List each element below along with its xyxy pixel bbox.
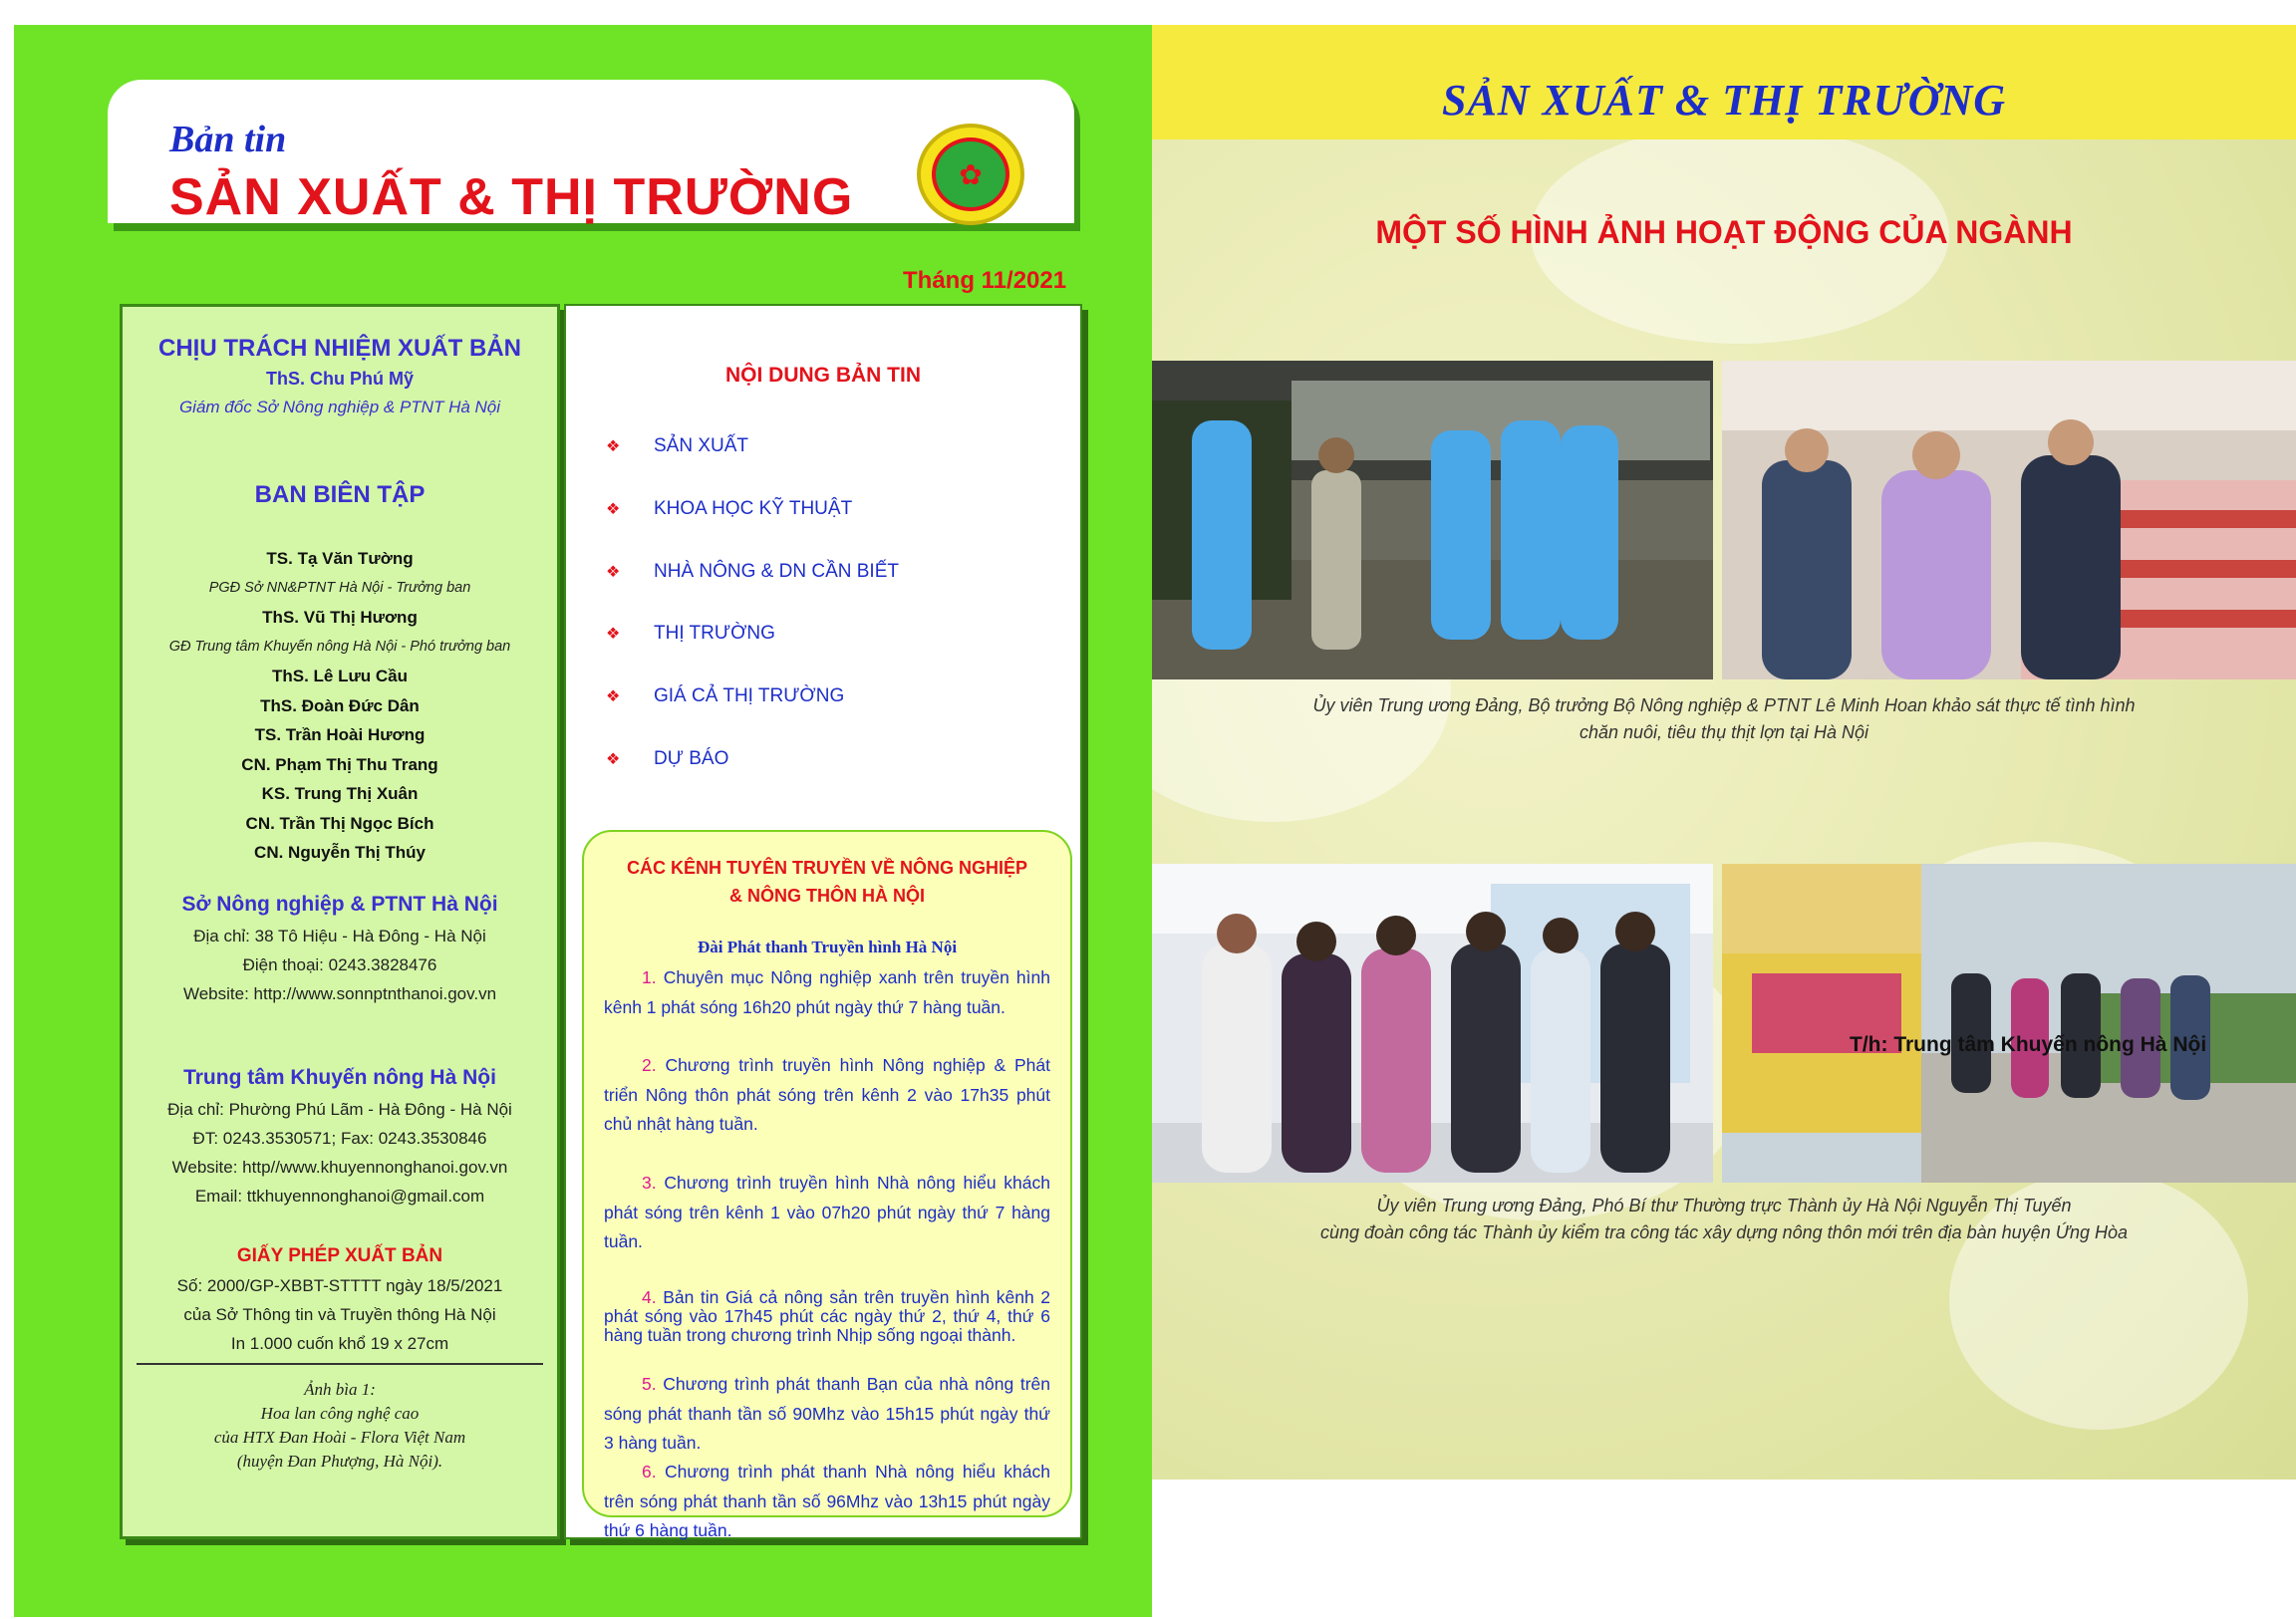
photo-caption-2: Ủy viên Trung ương Đảng, Phó Bí thư Thường trực Thành ủy Hà Nội Nguyễn Thị Tuyến cùng đoàn công tác Thành ủy kiểm tra công tác xây dựng nông thôn mới trên địa bàn huyện Ứng Hòa bbox=[1319, 1196, 2129, 1242]
diamond-bullet-icon: ❖ bbox=[606, 751, 621, 768]
cover-line-3: (huyện Đan Phượng, Hà Nội). bbox=[236, 1452, 443, 1471]
toc-item: ❖ SẢN XUẤT bbox=[606, 435, 749, 456]
dept-address: Địa chỉ: 38 Tô Hiệu - Hà Đông - Hà Nội bbox=[193, 927, 486, 945]
channels-title: CÁC KÊNH TUYÊN TRUYỀN VỀ NÔNG NGHIỆP & NÔNG THÔN HÀ NỘI bbox=[626, 858, 1028, 906]
cover-line-1: Hoa lan công nghệ cao bbox=[260, 1404, 420, 1423]
editor-name: CN. Trần Thị Ngọc Bích bbox=[245, 813, 434, 833]
toc-item: ❖ KHOA HỌC KỸ THUẬT bbox=[606, 498, 853, 519]
channel-item: 3. Chương trình truyền hình Nhà nông hiểu khách phát sóng trên kênh 1 vào 07h20 phút ngày thứ 7 hàng tuần. bbox=[604, 1173, 1050, 1251]
center-website: Website: http//www.khuyennonghanoi.gov.vn bbox=[171, 1158, 508, 1177]
issue-date: Tháng 11/2021 bbox=[903, 267, 1067, 294]
photo-supermarket-visit bbox=[1722, 361, 2296, 679]
editorial-heading: BAN BIÊN TẬP bbox=[254, 481, 426, 508]
dept-website: Website: http://www.sonnptnthanoi.gov.vn bbox=[182, 984, 497, 1003]
diamond-bullet-icon: ❖ bbox=[606, 564, 621, 581]
channel-item: 1. Chuyên mục Nông nghiệp xanh trên truyền hình kênh 1 phát sóng 16h20 phút ngày thứ 7 hàng tuần. bbox=[604, 967, 1050, 1017]
channels-subtitle: Đài Phát thanh Truyền hình Hà Nội bbox=[697, 938, 958, 956]
toc-item: ❖ DỰ BÁO bbox=[606, 748, 729, 769]
responsible-name: ThS. Chu Phú Mỹ bbox=[266, 369, 414, 389]
responsible-role: Giám đốc Sở Nông nghiệp & PTNT Hà Nội bbox=[178, 398, 501, 416]
editorial-list bbox=[123, 544, 557, 868]
channel-item: 5. Chương trình phát thanh Bạn của nhà nông trên sóng phát thanh tần số 90Mhz vào 15h15 phút ngày thứ 3 hàng tuần. bbox=[604, 1374, 1050, 1453]
photo-caption-1: Ủy viên Trung ương Đảng, Bộ trưởng Bộ Nông nghiệp & PTNT Lê Minh Hoan khảo sát thực tế tình hình chăn nuôi, tiêu thụ thịt lợn tại Hà Nội bbox=[1312, 695, 2136, 742]
channel-item: 2. Chương trình truyền hình Nông nghiệp & Phát triển Nông thôn phát sóng trên kênh 2 vào 17h35 phút chủ nhật hàng tuần. bbox=[604, 1055, 1050, 1134]
masthead-small-title: Bản tin bbox=[169, 119, 287, 160]
photo-farm-inspection bbox=[1152, 361, 1713, 679]
credits-panel bbox=[120, 304, 560, 1539]
photo-rural-road-visit bbox=[1722, 864, 2296, 1183]
editor-name: TS. Trần Hoài Hương bbox=[254, 725, 426, 744]
print-info: In 1.000 cuốn khổ 19 x 27cm bbox=[230, 1334, 449, 1353]
editor-name: ThS. Vũ Thị Hương bbox=[262, 608, 418, 627]
dept-phone: Điện thoại: 0243.3828476 bbox=[242, 955, 437, 974]
masthead-title: SẢN XUẤT & THỊ TRƯỜNG bbox=[169, 168, 854, 226]
license-number: Số: 2000/GP-XBBT-STTTT ngày 18/5/2021 bbox=[176, 1276, 503, 1295]
editor-name: CN. Nguyễn Thị Thúy bbox=[254, 843, 426, 862]
center-heading: Trung tâm Khuyến nông Hà Nội bbox=[183, 1066, 496, 1089]
channel-item: 4. Bản tin Giá cả nông sản trên truyền hình kênh 2 phát sóng vào 17h45 phút các ngày thứ 2, thứ 4, thứ 6 hàng tuần trong chương trình Nhịp sống ngoại thành. bbox=[604, 1287, 1050, 1345]
toc-item: ❖ GIÁ CẢ THỊ TRƯỜNG bbox=[606, 685, 845, 706]
diamond-bullet-icon: ❖ bbox=[606, 688, 621, 705]
editor-name: KS. Trung Thị Xuân bbox=[261, 784, 419, 803]
editor-role: GĐ Trung tâm Khuyến nông Hà Nội - Phó trưởng ban bbox=[168, 638, 511, 655]
right-page-header: SẢN XUẤT & THỊ TRƯỜNG bbox=[1441, 76, 2007, 125]
toc-item: ❖ NHÀ NÔNG & DN CẦN BIẾT bbox=[606, 561, 899, 582]
right-page-subtitle: MỘT SỐ HÌNH ẢNH HOẠT ĐỘNG CỦA NGÀNH bbox=[1375, 214, 2073, 250]
diamond-bullet-icon: ❖ bbox=[606, 501, 621, 518]
editor-name: TS. Tạ Văn Tường bbox=[266, 549, 414, 568]
center-phone: ĐT: 0243.3530571; Fax: 0243.3530846 bbox=[192, 1129, 487, 1148]
hanoi-agriculture-logo-icon: ✿ bbox=[917, 124, 1024, 225]
center-address: Địa chỉ: Phường Phú Lãm - Hà Đông - Hà Nội bbox=[167, 1100, 512, 1119]
editor-name: ThS. Đoàn Đức Dân bbox=[260, 695, 420, 715]
license-heading: GIẤY PHÉP XUẤT BẢN bbox=[236, 1245, 443, 1266]
right-page bbox=[1152, 25, 2296, 1480]
center-email: Email: ttkhuyennonghanoi@gmail.com bbox=[194, 1187, 485, 1206]
channel-item: 6. Chương trình phát thanh Nhà nông hiểu khách trên sóng phát thanh tần số 96Mhz vào 13h15 phút ngày thứ 6 hàng tuần. bbox=[604, 1462, 1050, 1540]
editor-role: PGĐ Sở NN&PTNT Hà Nội - Trưởng ban bbox=[208, 579, 471, 596]
editor-name: ThS. Lê Lưu Cầu bbox=[271, 667, 409, 685]
diamond-bullet-icon: ❖ bbox=[606, 438, 621, 455]
photo-clinic-visit bbox=[1152, 864, 1713, 1183]
license-issuer: của Sở Thông tin và Truyền thông Hà Nội bbox=[183, 1305, 496, 1324]
diamond-bullet-icon: ❖ bbox=[606, 626, 621, 643]
toc-item: ❖ THỊ TRƯỜNG bbox=[606, 623, 775, 644]
photo-credit: T/h: Trung tâm Khuyến nông Hà Nội bbox=[1850, 1033, 2207, 1056]
divider bbox=[137, 1363, 543, 1365]
cover-label: Ảnh bìa 1: bbox=[304, 1380, 376, 1399]
contents-title: NỘI DUNG BẢN TIN bbox=[725, 364, 921, 387]
responsible-heading: CHỊU TRÁCH NHIỆM XUẤT BẢN bbox=[158, 335, 521, 362]
channels-box bbox=[582, 830, 1072, 1540]
dept-heading: Sở Nông nghiệp & PTNT Hà Nội bbox=[181, 893, 498, 916]
editor-name: CN. Phạm Thị Thu Trang bbox=[241, 754, 438, 774]
cover-line-2: của HTX Đan Hoài - Flora Việt Nam bbox=[213, 1428, 466, 1447]
